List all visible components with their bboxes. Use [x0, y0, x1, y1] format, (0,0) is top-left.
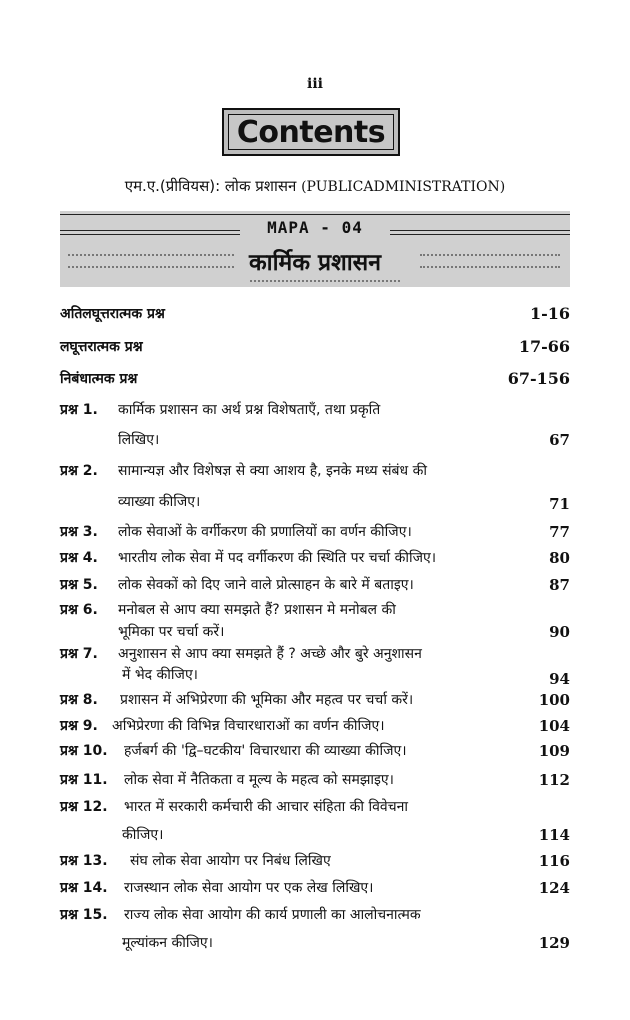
question-number: प्रश्न 8. [60, 692, 98, 708]
question-page: 124 [538, 879, 570, 897]
question-text-line2: लिखिए। [118, 432, 160, 448]
question-text-line2: कीजिए। [122, 827, 164, 843]
question-number: प्रश्न 4. [60, 550, 98, 566]
contents-title: Contents [236, 114, 386, 150]
question-text-line1: भारत में सरकारी कर्मचारी की आचार संहिता की विवेचना [124, 799, 408, 815]
question-page: 114 [538, 826, 570, 844]
header-dots-bottom [250, 280, 400, 282]
question-text-line2: में भेद कीजिए। [122, 667, 198, 683]
question-text-line1: हर्जबर्ग की 'द्वि–घटकीय' विचारधारा की व्याख्या कीजिए। [124, 743, 407, 759]
question-text-line1: भारतीय लोक सेवा में पद वर्गीकरण की स्थिति पर चर्चा कीजिए। [118, 550, 437, 566]
question-text-line1: मनोबल से आप क्या समझते हैं? प्रशासन मे मनोबल की [118, 602, 396, 618]
question-page: 90 [549, 623, 570, 641]
question-text-line1: अभिप्रेरणा की विभिन्न विचारधाराओं का वर्णन कीजिए। [112, 718, 385, 734]
question-number: प्रश्न 11. [60, 772, 108, 788]
question-number: प्रश्न 7. [60, 646, 98, 662]
question-text-line2: मूल्यांकन कीजिए। [122, 935, 213, 951]
question-text-line2: भूमिका पर चर्चा करें। [118, 624, 225, 640]
question-page: 112 [538, 771, 570, 789]
question-page: 67 [549, 431, 570, 449]
section-pages: 1-16 [529, 304, 570, 323]
course-code: MAPA - 04 [267, 218, 363, 237]
question-number: प्रश्न 10. [60, 743, 108, 759]
question-page: 109 [538, 742, 570, 760]
question-text-line1: राजस्थान लोक सेवा आयोग पर एक लेख लिखिए। [124, 880, 374, 896]
section-label: अतिलघूत्तरात्मक प्रश्न [60, 306, 165, 322]
question-page: 116 [538, 852, 570, 870]
contents-title-box [222, 108, 400, 156]
subtitle-english: (PUBLICADMINISTRATION) [301, 179, 506, 195]
header-rule-top [60, 214, 570, 215]
page-number: iii [307, 76, 323, 92]
section-label: निबंधात्मक प्रश्न [60, 371, 138, 387]
question-number: प्रश्न 6. [60, 602, 98, 618]
question-page: 77 [549, 523, 570, 541]
subtitle-hindi: एम.ए.(प्रीवियस): लोक प्रशासन [124, 177, 302, 195]
question-page: 87 [549, 576, 570, 594]
question-text-line1: कार्मिक प्रशासन का अर्थ प्रश्न विशेषताएँ, तथा प्रकृति [118, 402, 381, 418]
question-page: 94 [549, 670, 570, 688]
program-subtitle [0, 176, 630, 196]
question-number: प्रश्न 1. [60, 402, 98, 418]
section-pages: 17-66 [518, 337, 570, 356]
question-number: प्रश्न 14. [60, 880, 108, 896]
question-number: प्रश्न 9. [60, 718, 98, 734]
question-number: प्रश्न 12. [60, 799, 108, 815]
question-page: 100 [538, 691, 570, 709]
question-number: प्रश्न 13. [60, 853, 108, 869]
question-text-line1: अनुशासन से आप क्या समझते हैं ? अच्छे और बुरे अनुशासन [118, 646, 422, 662]
question-number: प्रश्न 3. [60, 524, 98, 540]
question-text-line1: राज्य लोक सेवा आयोग की कार्य प्रणाली का आलोचनात्मक [124, 907, 421, 923]
question-page: 80 [549, 549, 570, 567]
section-label: लघूत्तरात्मक प्रश्न [60, 339, 143, 355]
question-text-line1: प्रशासन में अभिप्रेरणा की भूमिका और महत्व पर चर्चा करें। [120, 692, 414, 708]
question-number: प्रश्न 15. [60, 907, 108, 923]
question-text-line1: संघ लोक सेवा आयोग पर निबंध लिखिए [130, 853, 331, 869]
question-text-line1: लोक सेवाओं के वर्गीकरण की प्रणालियों का वर्णन कीजिए। [118, 524, 412, 540]
question-text-line2: व्याख्या कीजिए। [118, 494, 201, 510]
course-title: कार्मिक प्रशासन [248, 250, 381, 276]
question-number: प्रश्न 5. [60, 577, 98, 593]
question-page: 104 [538, 717, 570, 735]
question-number: प्रश्न 2. [60, 463, 98, 479]
question-text-line1: सामान्यज्ञ और विशेषज्ञ से क्या आशय है, इनके मध्य संबंध की [118, 463, 427, 479]
question-page: 71 [549, 495, 570, 513]
question-page: 129 [538, 934, 570, 952]
question-text-line1: लोक सेवकों को दिए जाने वाले प्रोत्साहन के बारे में बताइए। [118, 577, 414, 593]
section-pages: 67-156 [507, 369, 570, 388]
question-text-line1: लोक सेवा में नैतिकता व मूल्य के महत्व को समझाइए। [124, 772, 394, 788]
